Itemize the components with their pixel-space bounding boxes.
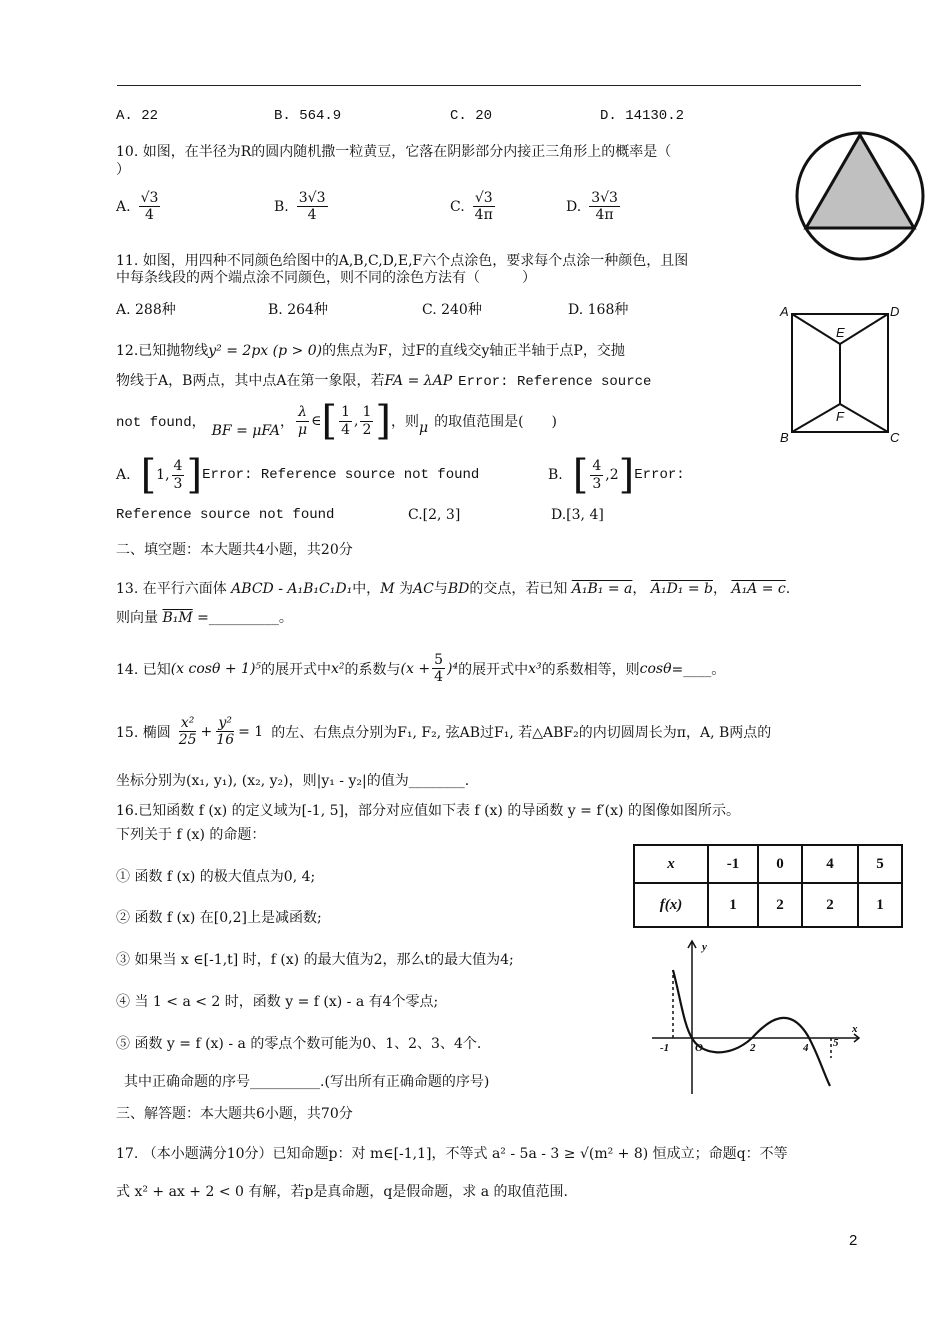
denominator: 4π xyxy=(474,207,493,224)
label-a: A xyxy=(780,304,789,319)
segment-ae xyxy=(792,314,840,344)
q15-line2: 坐标分别为(x₁, y₁), (x₂, y₂)，则|y₁ - y₂|的值为________. xyxy=(116,773,470,789)
q16-statement-2: ② 函数 f (x) 在[0,2]上是减函数; xyxy=(116,910,322,926)
denominator: 3 xyxy=(592,475,602,492)
error-text: not found， xyxy=(116,415,206,431)
bracket: [ xyxy=(321,398,338,444)
text: 15. 椭圆 xyxy=(116,724,171,741)
lambda-over-mu xyxy=(296,404,309,437)
tick-2: 2 xyxy=(750,1042,756,1054)
fraction xyxy=(214,715,236,748)
option-label: C. xyxy=(450,198,465,215)
text: 中， xyxy=(352,581,381,597)
option-label: B. xyxy=(274,198,289,215)
label-e: E xyxy=(836,325,845,340)
q17-line2: 式 x² + ax + 2 < 0 有解，若p是真命题，q是假命题，求 a 的取值范围. xyxy=(116,1184,568,1200)
label-c: C xyxy=(890,430,900,445)
equation: BF = μFA xyxy=(211,423,280,439)
numerator: 1 xyxy=(362,404,372,421)
y-label: y xyxy=(702,941,707,953)
table-cell: 1 xyxy=(708,883,758,927)
x-label: x xyxy=(852,1023,858,1035)
numerator: 3√3 xyxy=(298,190,326,206)
vector-a1d1: A₁D₁ = b xyxy=(650,581,713,597)
derivative-graph xyxy=(648,936,868,1098)
numerator: 5 xyxy=(434,652,444,668)
q11-option-a: A. 288种 xyxy=(116,302,176,318)
q12-line1 xyxy=(116,340,625,360)
section-2-heading: 二、填空题：本大题共4小题，共20分 xyxy=(116,542,353,558)
vector-b1m: B₁M xyxy=(162,610,193,626)
q12-option-a xyxy=(116,452,479,498)
term: x³ xyxy=(528,660,542,677)
segment-ac: AC xyxy=(412,581,434,597)
circle-triangle-figure xyxy=(790,128,930,268)
expression: )⁴ xyxy=(447,660,459,677)
text: 的取值范围是( ) xyxy=(434,414,558,430)
option-label: A. xyxy=(116,467,131,483)
q16-answer-line: 其中正确命题的序号__________.(写出所有正确命题的序号) xyxy=(124,1074,490,1090)
table-cell: 0 xyxy=(758,845,802,883)
numerator: y² xyxy=(218,715,232,731)
fraction xyxy=(139,190,161,223)
text: 的左、右焦点分别为F₁, F₂, 弦AB过F₁, 若△ABF₂的内切圆周长为π，A, B两点的 xyxy=(271,724,772,741)
text: =__________。 xyxy=(197,610,293,626)
table-cell: 1 xyxy=(858,883,902,927)
text: ,2 xyxy=(605,467,619,483)
text: 的展开式中 xyxy=(458,661,529,678)
bracket: ] xyxy=(618,452,635,498)
q9-option-d: D. 14130.2 xyxy=(600,108,685,124)
option-label: B. xyxy=(548,467,563,483)
fraction xyxy=(590,458,603,491)
equation: FA = λAP xyxy=(384,373,453,389)
expression: (x cosθ + 1)⁵ xyxy=(170,660,262,677)
table-cell: 4 xyxy=(802,845,858,883)
q11-option-c: C. 240种 xyxy=(422,302,482,318)
text: = 1 xyxy=(238,723,264,740)
value-table xyxy=(633,844,903,928)
table-cell: 2 xyxy=(758,883,802,927)
denominator: 4 xyxy=(307,207,317,224)
bracket: ] xyxy=(186,452,203,498)
label-f: F xyxy=(836,409,844,424)
denominator: 4 xyxy=(145,207,154,224)
fraction xyxy=(172,458,185,491)
denominator: 4 xyxy=(434,669,444,686)
denominator: 25 xyxy=(178,732,197,749)
q11-line1: 11. 如图，用四种不同颜色给图中的A,B,C,D,E,F六个点涂色，要求每个点涂一种颜色，且图 xyxy=(116,253,689,269)
text: ， xyxy=(279,414,294,430)
text: μ xyxy=(418,420,429,436)
tick-5: 5 xyxy=(833,1037,839,1049)
error-text: Error: Reference source not found xyxy=(202,467,480,483)
numerator: x² xyxy=(180,715,195,731)
q14 xyxy=(116,652,725,685)
option-label: A. xyxy=(116,198,131,215)
text: 物线于A，B两点，其中点A在第一象限，若 xyxy=(116,373,385,389)
section-3-heading: 三、解答题：本大题共6小题，共70分 xyxy=(116,1106,353,1122)
text: 的展开式中 xyxy=(261,661,332,678)
q17-line1: 17. （本小题满分10分）已知命题p：对 m∈[-1,1]，不等式 a² - 5a - 3 ≥ √(m² + 8) 恒成立；命题q：不等 xyxy=(116,1146,788,1162)
q12-option-d: D.[3, 4] xyxy=(551,507,604,523)
q16-statement-4: ④ 当 1 < a < 2 时，函数 y = f (x) - a 有4个零点; xyxy=(116,994,439,1010)
q13-line1: 13. 在平行六面体 ABCD - A₁B₁C₁D₁中，M 为AC与BD的交点，若已知 A₁B₁ = a， A₁D₁ = b， A₁A = c. xyxy=(116,581,791,597)
origin-label: O xyxy=(695,1042,703,1054)
fraction xyxy=(297,190,328,223)
q10-option-c xyxy=(450,190,497,223)
text: + xyxy=(200,723,213,740)
q9-option-c: C. 20 xyxy=(450,108,493,124)
solid-name: ABCD - A₁B₁C₁D₁ xyxy=(231,581,353,597)
q10-stem-line2: ） xyxy=(116,162,130,178)
term: x² xyxy=(331,660,345,677)
q11-option-b: B. 264种 xyxy=(268,302,328,318)
denominator: 16 xyxy=(216,732,235,749)
numerator: 4 xyxy=(592,458,602,475)
q9-option-b: B. 564.9 xyxy=(274,108,342,124)
q12-line5-error: Reference source not found xyxy=(116,507,335,523)
segment-bd: BD xyxy=(447,581,470,597)
vector-a1b1: A₁B₁ = a xyxy=(571,581,633,597)
q10-stem-line1: 10. 如图，在半径为R的圆内随机撒一粒黄豆，它落在阴影部分内接正三角形上的概率是（ xyxy=(116,144,672,160)
text: 则向量 xyxy=(116,610,158,626)
q12-option-b xyxy=(548,452,685,498)
segment-bf xyxy=(792,404,840,432)
table-cell: -1 xyxy=(708,845,758,883)
denominator: 4π xyxy=(595,207,614,224)
q11-option-d: D. 168种 xyxy=(568,302,629,318)
q16-statement-3: ③ 如果当 x ∈[-1,t] 时，f (x) 的最大值为2，那么t的最大值为4; xyxy=(116,952,514,968)
numerator: 1 xyxy=(341,404,350,421)
table-cell: 5 xyxy=(858,845,902,883)
fraction xyxy=(177,715,199,748)
q16-statement-1: ① 函数 f (x) 的极大值点为0, 4; xyxy=(116,869,316,885)
q15-line1 xyxy=(116,715,771,748)
denominator: 3 xyxy=(173,475,183,492)
denominator: 2 xyxy=(362,421,372,438)
text: 13. 在平行六面体 xyxy=(116,581,227,597)
q12-line3: not found， BF = μFA ， $\frac{\lambda}{\mu}$ ∈ [ $\frac{1}{4}$ , $\frac{1}{2}$ ] ，则 μ 的取值范围是( ) xyxy=(116,398,558,444)
q10-option-b xyxy=(274,190,330,223)
numerator: 4 xyxy=(173,458,183,475)
bracket: [ xyxy=(572,452,589,498)
tick-4: 4 xyxy=(803,1042,809,1054)
segment-cf xyxy=(840,404,888,432)
fraction xyxy=(589,190,620,223)
table-cell: 2 xyxy=(802,883,858,927)
q12-line2 xyxy=(116,370,651,390)
q12-option-c: C.[2, 3] xyxy=(408,507,461,523)
bracket: [ xyxy=(140,452,157,498)
table-row xyxy=(634,845,902,883)
error-text: Error: Reference source xyxy=(458,374,652,390)
point-m: M xyxy=(380,581,395,597)
text: 的焦点为F，过F的直线交y轴正半轴于点P，交抛 xyxy=(322,343,625,359)
expression: cosθ xyxy=(639,660,672,677)
bracket: ] xyxy=(375,398,391,444)
top-rule xyxy=(117,85,861,86)
q16-line1: 16.已知函数 f (x) 的定义域为[-1, 5]，部分对应值如下表 f (x) 的导函数 y = f′(x) 的图像如图所示。 xyxy=(116,803,740,819)
q9-option-a: A. 22 xyxy=(116,108,159,124)
denominator: 4 xyxy=(341,421,350,438)
numerator: √3 xyxy=(474,190,493,206)
fraction xyxy=(473,190,495,223)
numerator: λ xyxy=(298,404,307,421)
table-cell: f(x) xyxy=(634,883,708,927)
q16-statement-5: ⑤ 函数 y = f (x) - a 的零点个数可能为0、1、2、3、4个. xyxy=(116,1036,482,1052)
text: 的交点，若已知 xyxy=(469,581,568,597)
fraction xyxy=(432,652,445,685)
text: ，则 xyxy=(390,414,419,430)
numerator: 3√3 xyxy=(591,190,618,206)
text: 14. 已知 xyxy=(116,661,171,678)
q11-line2: 中每条线段的两个端点涂不同颜色，则不同的涂色方法有（ ） xyxy=(116,270,536,286)
page-number: 2 xyxy=(849,1232,858,1249)
denominator: μ xyxy=(297,421,308,438)
q10-option-d xyxy=(566,190,622,223)
numerator: √3 xyxy=(140,190,159,206)
derivative-curve xyxy=(673,970,830,1086)
text: =____。 xyxy=(671,661,726,678)
table-row xyxy=(634,883,902,927)
table-cell: x xyxy=(634,845,708,883)
q13-line2 xyxy=(116,607,293,627)
vector-a1a: A₁A = c xyxy=(731,581,786,597)
text: 1, xyxy=(156,467,170,483)
equation: y² = 2px (p > 0) xyxy=(208,343,323,359)
fraction xyxy=(339,404,352,437)
text: 与 xyxy=(433,581,448,597)
error-text: Error: xyxy=(634,467,685,483)
q10-option-a xyxy=(116,190,162,223)
segment-de xyxy=(840,314,888,344)
expression: (x + xyxy=(400,660,431,677)
rectangle-ef-figure xyxy=(778,300,908,448)
option-label: D. xyxy=(566,198,582,215)
fraction xyxy=(360,404,373,437)
label-d: D xyxy=(890,304,900,319)
text: 的系数与 xyxy=(344,661,401,678)
q16-line2: 下列关于 f (x) 的命题： xyxy=(116,827,266,843)
text: 为 xyxy=(398,581,413,597)
label-b: B xyxy=(780,430,789,445)
text: ∈ xyxy=(311,413,322,429)
tick-neg1: -1 xyxy=(660,1042,670,1054)
text: 12.已知抛物线 xyxy=(116,343,209,359)
text: 的系数相等，则 xyxy=(541,661,640,678)
